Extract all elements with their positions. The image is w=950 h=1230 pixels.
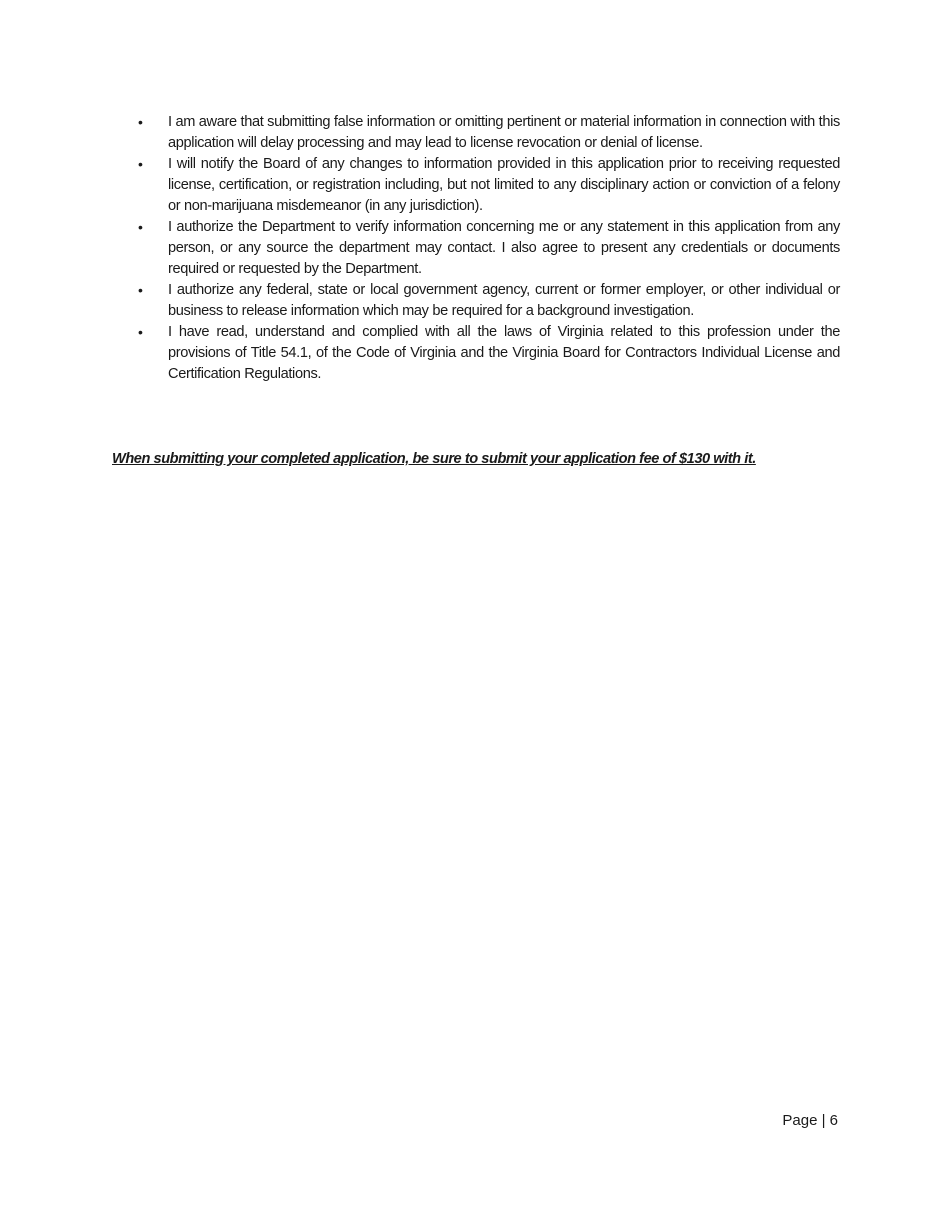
- bullet-icon: •: [138, 156, 143, 172]
- fee-notice: When submitting your completed application, be sure to submit your application fee of $130 with it.: [112, 451, 756, 467]
- bullet-icon: •: [138, 219, 143, 235]
- bullet-icon: •: [138, 324, 143, 340]
- attestation-text: I have read, understand and complied with all the laws of Virginia related to this profession under the provisions of Title 54.1, of the Code of Virginia and the Virginia Board for Contractors Individual License and Certification Regulations.: [168, 324, 840, 382]
- bullet-icon: •: [138, 282, 143, 298]
- attestation-text: I authorize any federal, state or local government agency, current or former employer, or other individual or business to release information which may be required for a background investigation.: [168, 282, 840, 319]
- page-number: Page | 6: [782, 1112, 838, 1129]
- attestation-item: [112, 217, 840, 280]
- bullet-icon: •: [138, 114, 143, 130]
- attestation-text: I will notify the Board of any changes to information provided in this application prior to receiving requested license, certification, or registration including, but not limited to any disciplinary action or conviction of a felony or non-marijuana misdemeanor (in any jurisdiction).: [168, 156, 840, 214]
- attestation-item: [112, 280, 840, 322]
- attestation-item: [112, 322, 840, 385]
- attestation-text: I am aware that submitting false information or omitting pertinent or material information in connection with this application will delay processing and may lead to license revocation or denial of license.: [168, 114, 840, 151]
- attestation-item: [112, 154, 840, 217]
- attestation-list: [112, 112, 840, 385]
- attestation-item: [112, 112, 840, 154]
- attestation-text: I authorize the Department to verify information concerning me or any statement in this application from any person, or any source the department may contact. I also agree to present any credentials or documents required or requested by the Department.: [168, 219, 840, 277]
